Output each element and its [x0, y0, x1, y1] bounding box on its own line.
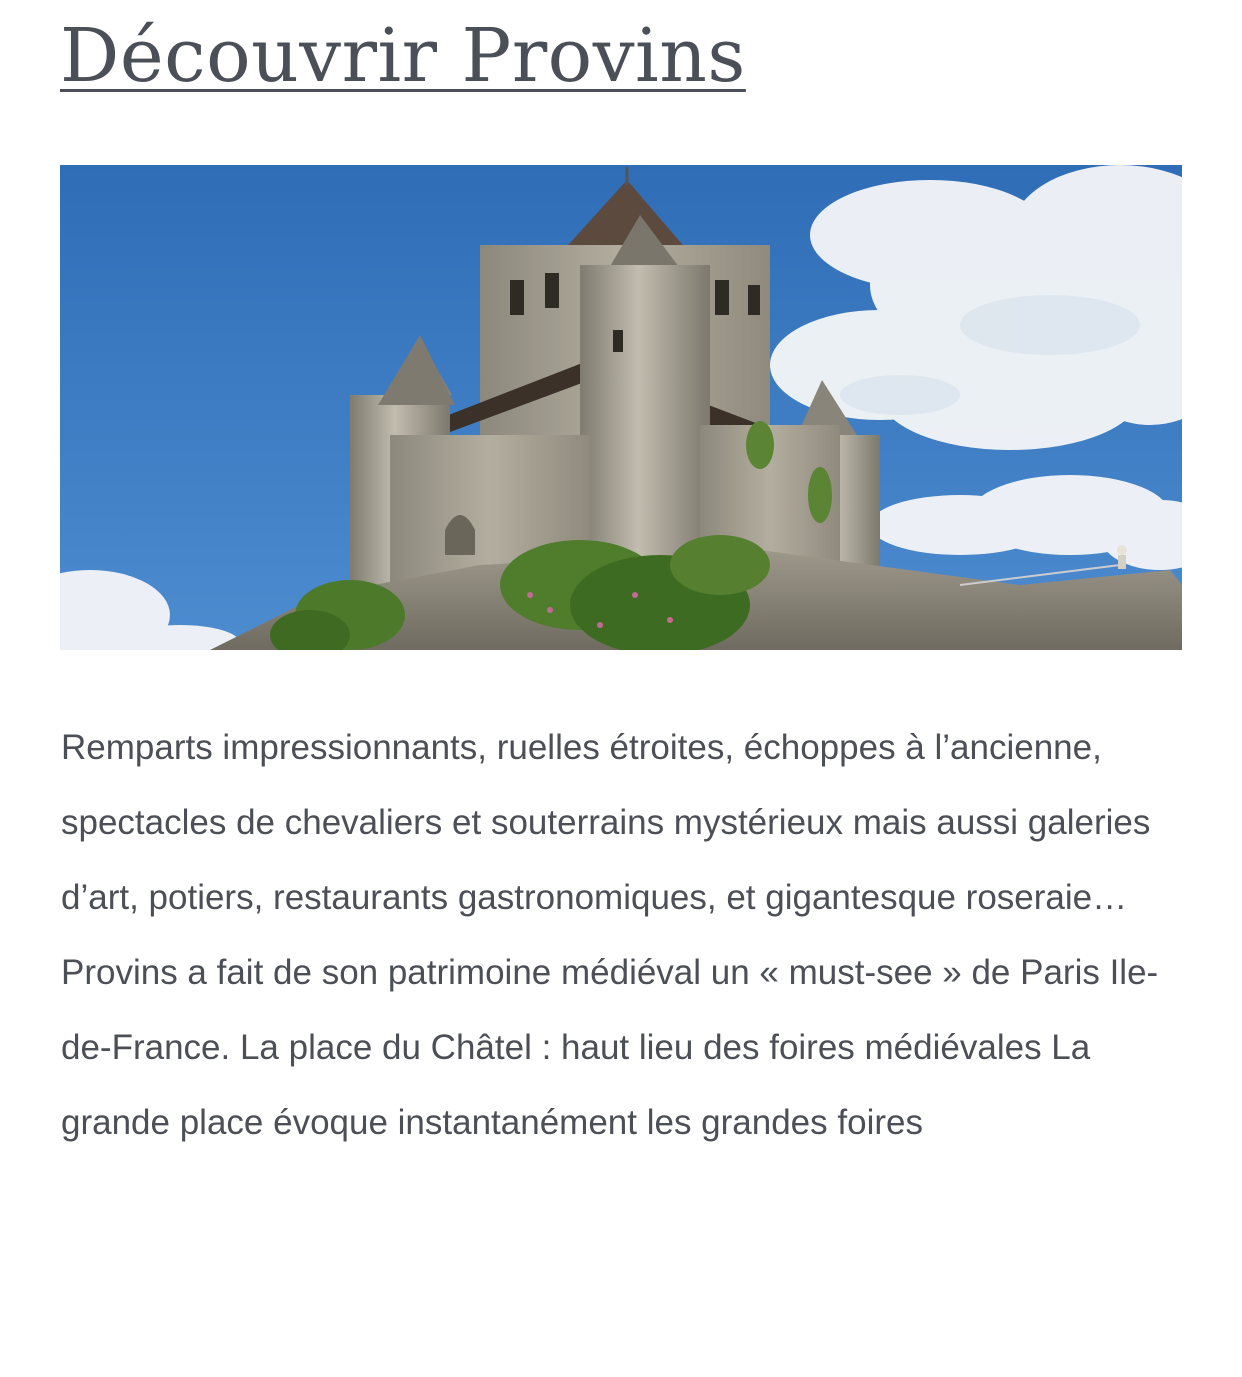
article-hero-image [60, 165, 1182, 650]
article-paragraph: Remparts impressionnants, ruelles étroites, échoppes à l’ancienne, spectacles de chevaliers et souterrains mystérieux mais aussi galeries d’art, potiers, restaurants gastronomiques, et gigantesque roseraie… Provins a fait de son patrimoine médiéval un « must-see » de Paris Ile-de-France. La place du Châtel : haut lieu des foires médiévales La grande place évoque instantanément les grandes foires [61, 728, 1159, 1142]
castle-photo-icon [60, 165, 1182, 650]
article-title-link[interactable]: Découvrir Provins [60, 13, 746, 99]
